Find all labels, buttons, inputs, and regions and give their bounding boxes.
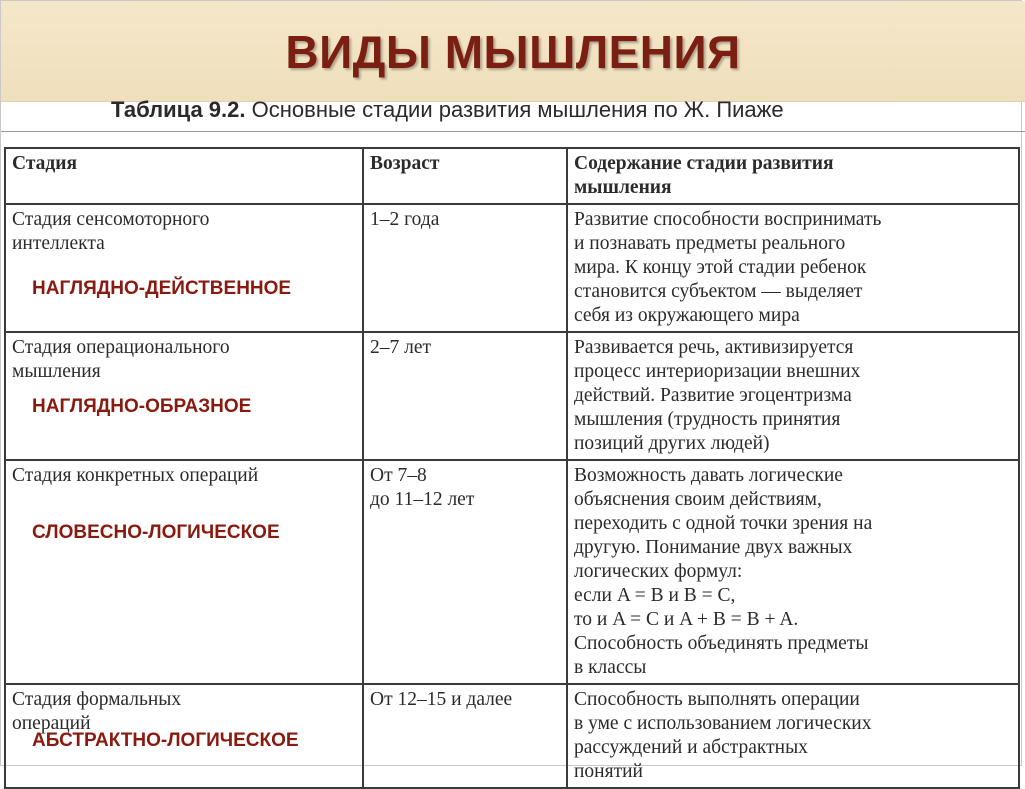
content-line: переходить с одной точки зрения на (574, 513, 873, 534)
age-line: От 12–15 и далее (370, 689, 513, 710)
content-cell (567, 460, 1019, 684)
content-line: понятий (574, 761, 643, 782)
stage-cell (5, 204, 363, 332)
content-line: и познавать предметы реального (574, 233, 846, 254)
content-line: Возможность давать логические (574, 465, 843, 486)
content-line: в классы (574, 657, 647, 678)
age-line: 2–7 лет (370, 337, 432, 358)
content-cell (567, 204, 1019, 332)
table-row (5, 332, 1019, 460)
stage-name-line: интеллекта (12, 233, 105, 254)
stage-name-line: Стадия формальных (12, 689, 182, 710)
age-line: От 7–8 (370, 465, 427, 486)
age-cell (363, 684, 567, 788)
content-line: в уме с использованием логических (574, 713, 872, 734)
age-cell (363, 204, 567, 332)
content-line: процесс интериоризации внешних (574, 361, 861, 382)
age-line: до 11–12 лет (370, 489, 475, 510)
thinking-type-label: НАГЛЯДНО-ОБРАЗНОЕ (32, 396, 252, 417)
content-line: рассуждений и абстрактных (574, 737, 808, 758)
thinking-type-label: СЛОВЕСНО-ЛОГИЧЕСКОЕ (32, 522, 280, 543)
table-caption (111, 97, 991, 123)
table-row (5, 684, 1019, 788)
content-line: позиций других людей) (574, 433, 770, 454)
caption-divider (1, 131, 1025, 132)
content-line: мышления (трудность принятия (574, 409, 841, 430)
table-row (5, 204, 1019, 332)
content-line: становится субъектом — выделяет (574, 281, 863, 302)
content-line: себя из окружающего мира (574, 305, 800, 326)
stage-cell (5, 460, 363, 684)
stage-name-line: Стадия сенсомоторного (12, 209, 210, 230)
stage-cell (5, 332, 363, 460)
content-line: Развитие способности воспринимать (574, 209, 882, 230)
content-cell (567, 332, 1019, 460)
thinking-type-label: АБСТРАКТНО-ЛОГИЧЕСКОЕ (32, 730, 299, 751)
stage-name-line: Стадия конкретных операций (12, 465, 259, 486)
content-line: Развивается речь, активизируется (574, 337, 854, 358)
stage-name-line: операций (12, 713, 91, 734)
age-line: 1–2 года (370, 209, 440, 230)
stages-table (4, 147, 1020, 789)
stage-name-line: Стадия операционального (12, 337, 230, 358)
content-line: логических формул: (574, 561, 743, 582)
table-row (5, 460, 1019, 684)
header-content-line: мышления (574, 177, 672, 198)
content-line: Способность объединять предметы (574, 633, 869, 654)
table-caption-label: Таблица 9.2. (111, 97, 246, 122)
content-line: если A = B и B = C, (574, 585, 736, 606)
content-line: то и A = C и A + B = B + A. (574, 609, 799, 630)
header-age: Возраст (363, 148, 567, 204)
content-line: действий. Развитие эгоцентризма (574, 385, 852, 406)
header-stage: Стадия (5, 148, 363, 204)
header-content (567, 148, 1019, 204)
stage-cell (5, 684, 363, 788)
content-line: объяснения своим действиям, (574, 489, 822, 510)
content-line: Способность выполнять операции (574, 689, 860, 710)
table-caption-text: Основные стадии развития мышления по Ж. Пиаже (251, 97, 784, 122)
age-cell (363, 332, 567, 460)
thinking-type-label: НАГЛЯДНО-ДЕЙСТВЕННОЕ (32, 278, 292, 299)
content-line: мира. К концу этой стадии ребенок (574, 257, 867, 278)
header-content-line: Содержание стадии развития (574, 153, 834, 174)
table-header-row (5, 148, 1019, 204)
stage-name-line: мышления (12, 361, 101, 382)
content-line: другую. Понимание двух важных (574, 537, 853, 558)
content-cell (567, 684, 1019, 788)
age-cell (363, 460, 567, 684)
slide-title: ВИДЫ МЫШЛЕНИЯ (285, 26, 741, 78)
